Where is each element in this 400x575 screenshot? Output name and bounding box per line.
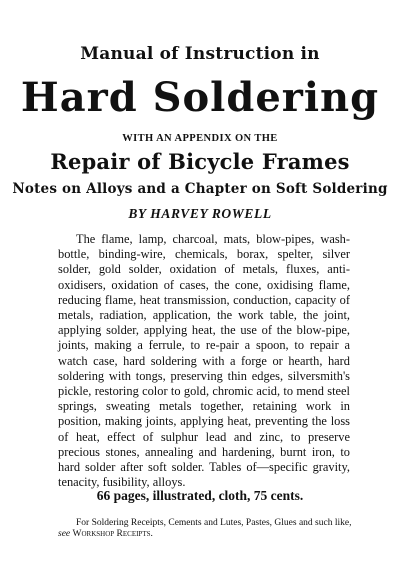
footnote-reference: Workshop Receipts. bbox=[72, 529, 153, 539]
notes-line: Notes on Alloys and a Chapter on Soft Soldering bbox=[12, 181, 388, 197]
footnote-see: see bbox=[58, 529, 71, 539]
contents-description: The flame, lamp, charcoal, mats, blow-pipes, wash-bottle, binding-wire, chemicals, borax, spelter, silver solder, gold solder, oxidation of metals, fluxes, anti-oxidisers, oxidation of cases, the cone, oxidising flame, reducing flame, heat transmission, conduction, capacity of metals, radiation, application, the work table, the joint, applying solder, applying heat, the use of the blow-pipe, joints, making a ferrule, to re-pair a spoon, to repair a watch case, hard soldering with a forge or hearth, hard soldering with tongs, preserving thin edges, silversmith's pickle, restoring color to gold, chromic acid, to mend steel springs, sweating metals together, retaining work in position, making joints, applying heat, preventing the loss of heat, effect of sulphur lead and zinc, to preserve precious stones, annealing and hardening, burnt iron, to hard solder after soft solder. Tables of—specific gravity, tenacity, fusibility, alloys. bbox=[58, 232, 350, 490]
subtitle: WITH AN APPENDIX ON THE bbox=[122, 133, 278, 144]
book-title: Hard Soldering bbox=[20, 74, 380, 121]
price-line: 66 pages, illustrated, cloth, 75 cents. bbox=[96, 488, 304, 503]
appendix-title: Repair of Bicycle Frames bbox=[50, 149, 350, 174]
title-top: Manual of Instruction in bbox=[80, 44, 320, 64]
author-line: BY HARVEY ROWELL bbox=[128, 206, 272, 221]
footnote-text: For Soldering Receipts, Cements and Lutes, Pastes, Glues and such like, bbox=[76, 518, 352, 528]
footnote bbox=[58, 518, 358, 540]
